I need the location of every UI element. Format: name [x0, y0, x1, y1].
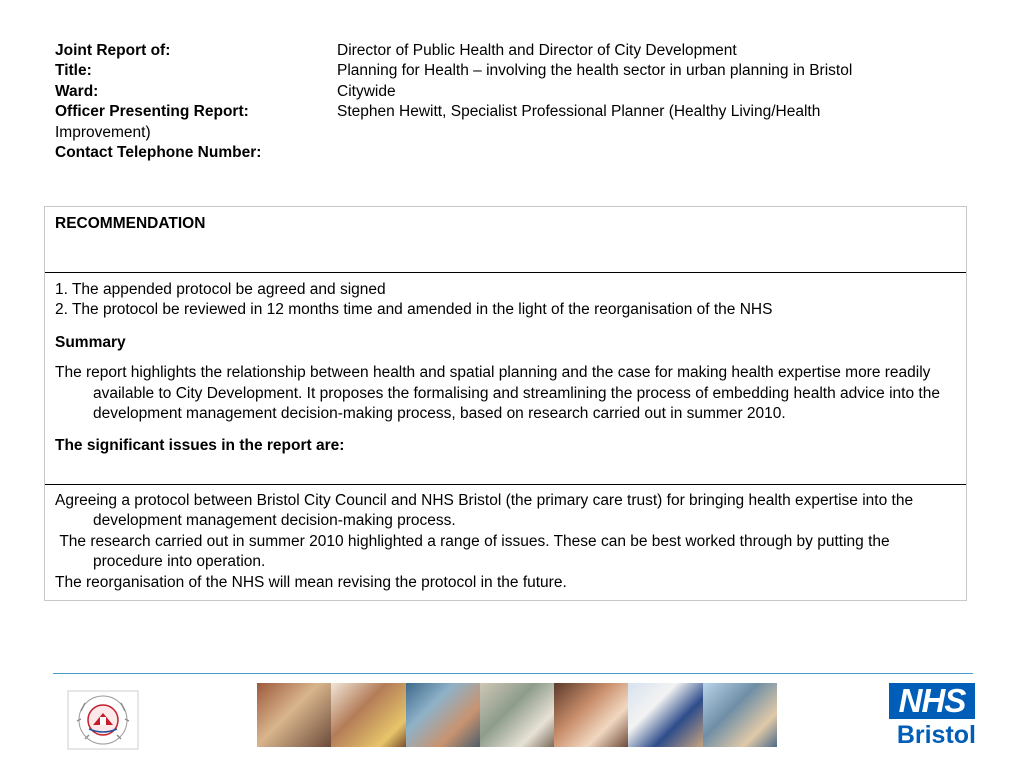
issues-cell — [45, 486, 966, 600]
summary-text: The report highlights the relationship between health and spatial planning and the case for making health expertise more readily available to City Development. It proposes the formalising and streamlining the process of embedding health advice into the development management decision-making process, based on research carried out in summer 2010. — [55, 364, 940, 423]
recommendation-list — [55, 280, 956, 321]
footer-divider — [53, 673, 973, 674]
contact-row — [55, 143, 935, 163]
photo-strip — [257, 683, 777, 747]
joint-report-value: Director of Public Health and Director of City Development — [337, 42, 737, 59]
officer-row-continued — [55, 123, 935, 143]
ward-row — [55, 82, 935, 102]
nhs-bristol-logo — [886, 683, 976, 749]
title-label: Title: — [55, 62, 92, 80]
recommendation-item: 1. The appended protocol be agreed and signed — [55, 281, 386, 298]
photo-elderly-image — [480, 683, 554, 747]
joint-report-label: Joint Report of: — [55, 42, 171, 59]
recommendation-item: 2. The protocol be reviewed in 12 months time and amended in the light of the reorganisation of the NHS — [55, 301, 773, 319]
bristol-city-council-seal-icon — [67, 689, 139, 751]
issue-item: The reorganisation of the NHS will mean revising the protocol in the future. — [55, 573, 567, 591]
officer-row — [55, 102, 935, 122]
photo-family-image — [331, 683, 405, 747]
officer-label: Officer Presenting Report: — [55, 103, 249, 121]
issue-item: Agreeing a protocol between Bristol City Council and NHS Bristol (the primary care trust) for bringing health expertise into the development management decision-making process. — [55, 492, 914, 530]
report-header — [55, 41, 935, 163]
photo-reception-image — [703, 683, 777, 747]
nhs-org-name: Bristol — [896, 721, 976, 749]
title-value: Planning for Health – involving the health sector in urban planning in Bristol — [337, 62, 853, 80]
recommendation-body-cell — [45, 274, 966, 485]
joint-report-row — [55, 41, 935, 61]
photo-dental-image — [554, 683, 628, 747]
recommendation-heading-cell — [45, 207, 966, 273]
officer-value: Stephen Hewitt, Specialist Professional Planner (Healthy Living/Health — [337, 103, 821, 121]
nhs-logo-text: NHS — [898, 682, 966, 719]
officer-value-continued: Improvement) — [55, 123, 151, 141]
ward-value: Citywide — [337, 82, 396, 100]
photo-staff-image — [257, 683, 331, 747]
contact-label: Contact Telephone Number: — [55, 144, 262, 162]
summary-heading: Summary — [55, 333, 126, 351]
issue-item: The research carried out in summer 2010 highlighted a range of issues. These can be best worked through by putting the procedure into operation. — [55, 532, 894, 571]
photo-professionals-image — [628, 683, 702, 747]
issues-heading: The significant issues in the report are: — [55, 437, 345, 455]
ward-label: Ward: — [55, 82, 99, 100]
title-row — [55, 61, 935, 81]
recommendation-heading: RECOMMENDATION — [55, 215, 206, 232]
recommendation-table — [44, 206, 967, 601]
photo-city-image — [406, 683, 480, 747]
issues-list — [55, 491, 956, 593]
